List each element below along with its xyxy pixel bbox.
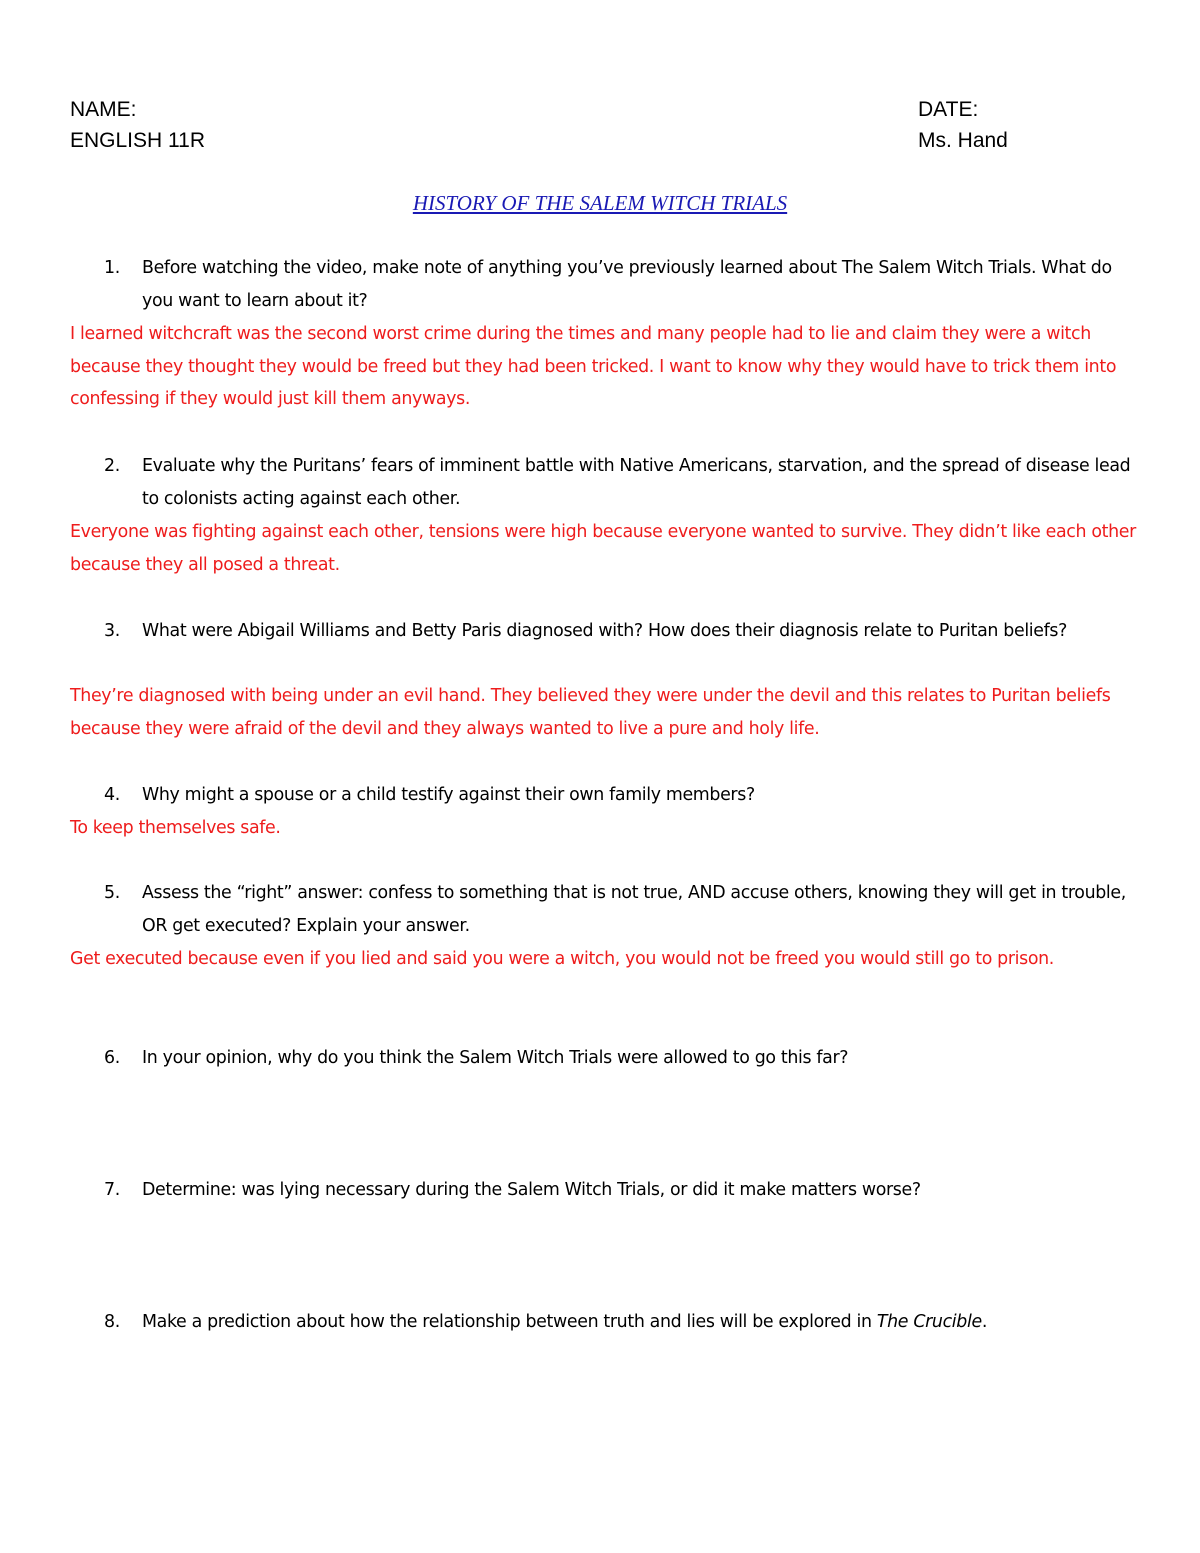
question-number: 1. [104,258,120,278]
question-6 [104,1042,1134,1075]
question-1 [104,252,1134,317]
question-3 [104,615,1134,648]
question-number: 2. [104,456,120,476]
question-text: Assess the “right” answer: confess to something that is not true, AND accuse others, knowing they will get in trouble, OR get executed? Explain your answer. [142,883,1126,936]
question-text-main: Make a prediction about how the relationship between truth and lies will be explored in [142,1312,877,1332]
question-4 [104,779,1134,812]
question-text-end: . [981,1312,987,1332]
class-label: ENGLISH 11R [70,129,205,152]
worksheet-title: HISTORY OF THE SALEM WITCH TRIALS [412,191,788,215]
question-number: 6. [104,1048,120,1068]
question-2 [104,450,1134,515]
answer-5: Get executed because even if you lied and said you were a witch, you would not be freed you would still go to prison. [70,949,1054,969]
question-text: Evaluate why the Puritans’ fears of imminent battle with Native Americans, starvation, and the spread of disease lead to colonists acting against each other. [142,456,1131,509]
question-text: What were Abigail Williams and Betty Paris diagnosed with? How does their diagnosis relate to Puritan beliefs? [142,621,1067,641]
teacher-name: Ms. Hand [918,129,1008,152]
question-text: Determine: was lying necessary during the Salem Witch Trials, or did it make matters worse? [142,1180,921,1200]
name-label: NAME: [70,98,137,121]
question-8 [104,1306,1134,1339]
question-number: 5. [104,883,120,903]
date-label: DATE: [918,98,979,121]
answer-2: Everyone was fighting against each other, tensions were high because everyone wanted to survive. They didn’t like each other because they all posed a threat. [70,522,1136,575]
book-title: The Crucible [876,1312,982,1332]
question-number: 8. [104,1312,120,1332]
answer-3: They’re diagnosed with being under an evil hand. They believed they were under the devil and this relates to Puritan beliefs because they were afraid of the devil and they always wanted to live a pure and holy life. [70,686,1111,739]
answer-4: To keep themselves safe. [70,818,281,838]
question-5 [104,877,1134,942]
question-text: Before watching the video, make note of anything you’ve previously learned about The Salem Witch Trials. What do you want to learn about it? [142,258,1112,311]
question-number: 7. [104,1180,120,1200]
question-text: In your opinion, why do you think the Salem Witch Trials were allowed to go this far? [142,1048,849,1068]
question-text [142,1306,1134,1339]
question-7 [104,1174,1134,1207]
question-text: Why might a spouse or a child testify against their own family members? [142,785,755,805]
question-number: 4. [104,785,120,805]
question-number: 3. [104,621,120,641]
answer-1: I learned witchcraft was the second worst crime during the times and many people had to lie and claim they were a witch because they thought they would be freed but they had been tricked. I want to know why they would have to trick them into confessing if they would just kill them anyways. [70,324,1117,409]
